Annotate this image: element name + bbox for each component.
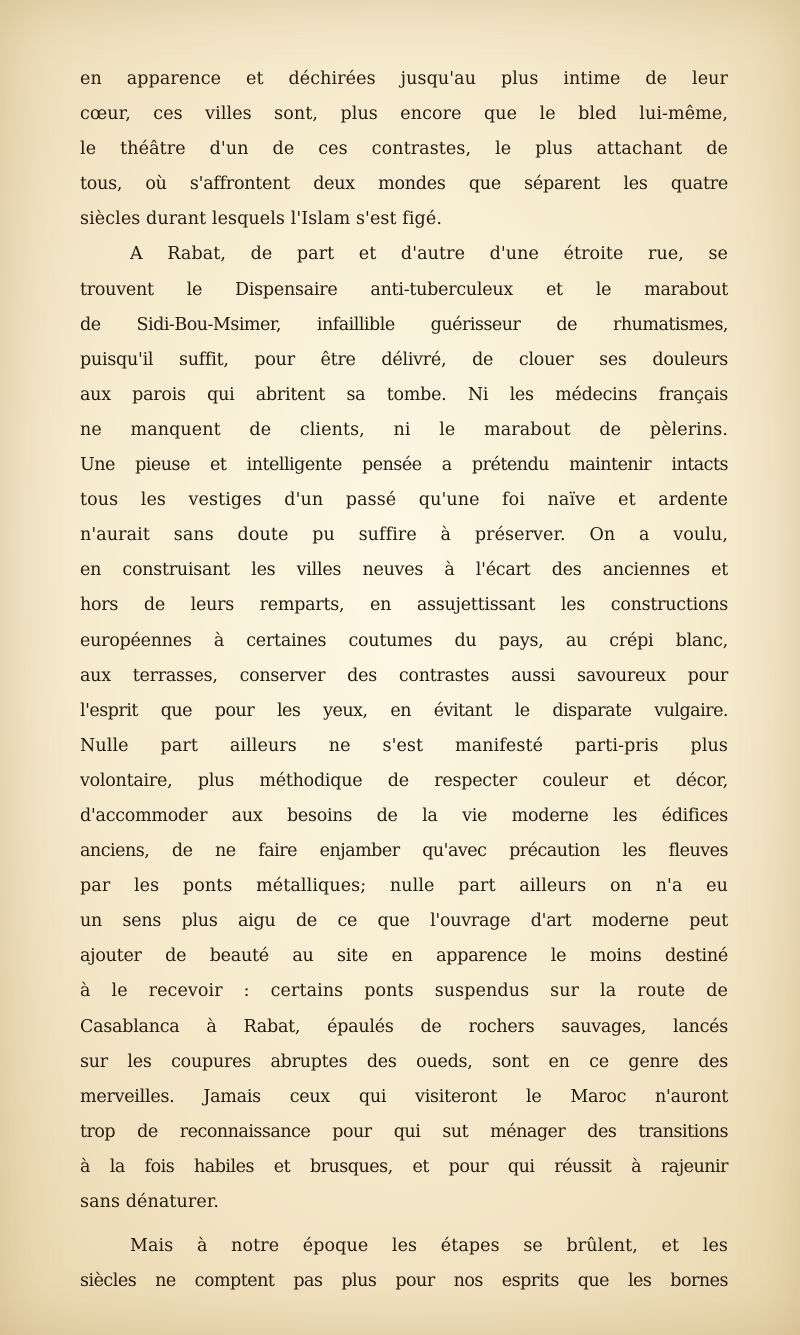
- text-line: à la fois habiles et brusques, et pour qui réussit à rajeunir: [80, 1156, 728, 1177]
- text-line: anciens, de ne faire enjamber qu'avec précaution les fleuves: [80, 841, 728, 862]
- text-line: n'aurait sans doute pu suffire à préserver. On a voulu,: [80, 525, 728, 546]
- text-line: à le recevoir : certains ponts suspendus sur la route de: [80, 981, 728, 1002]
- paragraph-2: [80, 237, 728, 1220]
- text-column: [80, 62, 728, 1299]
- text-line: trouvent le Dispensaire anti-tuberculeux et le marabout: [80, 279, 728, 300]
- text-line: un sens plus aigu de ce que l'ouvrage d'art moderne peut: [80, 911, 728, 932]
- text-line: sans dénaturer.: [80, 1192, 220, 1212]
- text-line: ne manquent de clients, ni le marabout de pèlerins.: [80, 419, 728, 440]
- text-line: par les ponts métalliques; nulle part ailleurs on n'a eu: [80, 876, 728, 897]
- text-line: trop de reconnaissance pour qui sut ménager des transitions: [80, 1121, 728, 1142]
- text-line: de Sidi-Bou-Msimer, infaillible guérisseur de rhumatismes,: [80, 314, 728, 335]
- text-line: Mais à notre époque les étapes se brûlent, et les: [130, 1236, 728, 1257]
- text-line: hors de leurs remparts, en assujettissant les constructions: [80, 595, 728, 616]
- text-line: siècles durant lesquels l'Islam s'est figé.: [80, 209, 442, 230]
- text-line: Une pieuse et intelligente pensée a prétendu maintenir intacts: [80, 455, 728, 476]
- paragraph-3: [80, 1229, 728, 1299]
- text-line: tous, où s'affrontent deux mondes que séparent les quatre: [80, 174, 728, 195]
- text-line: en apparence et déchirées jusqu'au plus intime de leur: [80, 69, 728, 89]
- text-line: merveilles. Jamais ceux qui visiteront le Maroc n'auront: [80, 1086, 728, 1107]
- text-line: volontaire, plus méthodique de respecter couleur et décor,: [80, 770, 728, 791]
- text-line: ajouter de beauté au site en apparence le moins destiné: [80, 946, 728, 967]
- text-line: aux parois qui abritent sa tombe. Ni les médecins français: [80, 384, 728, 405]
- text-line: en construisant les villes neuves à l'écart des anciennes et: [80, 560, 728, 581]
- text-line: tous les vestiges d'un passé qu'une foi naïve et ardente: [80, 490, 728, 511]
- text-line: aux terrasses, conserver des contrastes aussi savoureux pour: [80, 665, 728, 686]
- text-line: puisqu'il suffit, pour être délivré, de clouer ses douleurs: [80, 349, 728, 370]
- text-line: Casablanca à Rabat, épaulés de rochers sauvages, lancés: [80, 1016, 728, 1037]
- text-line: européennes à certaines coutumes du pays, au crépi blanc,: [80, 630, 728, 651]
- text-line: d'accommoder aux besoins de la vie moderne les édifices: [80, 805, 728, 826]
- text-line: A Rabat, de part et d'autre d'une étroite rue, se: [130, 244, 728, 265]
- text-line: sur les coupures abruptes des oueds, sont en ce genre des: [80, 1051, 728, 1072]
- text-line: l'esprit que pour les yeux, en évitant le disparate vulgaire.: [80, 700, 728, 721]
- paragraph-1: [80, 62, 728, 237]
- text-line: siècles ne comptent pas plus pour nos esprits que les bornes: [80, 1271, 728, 1292]
- text-line: cœur, ces villes sont, plus encore que le bled lui-même,: [80, 104, 728, 125]
- text-line: Nulle part ailleurs ne s'est manifesté parti-pris plus: [80, 735, 728, 756]
- text-line: le théâtre d'un de ces contrastes, le plus attachant de: [80, 139, 728, 160]
